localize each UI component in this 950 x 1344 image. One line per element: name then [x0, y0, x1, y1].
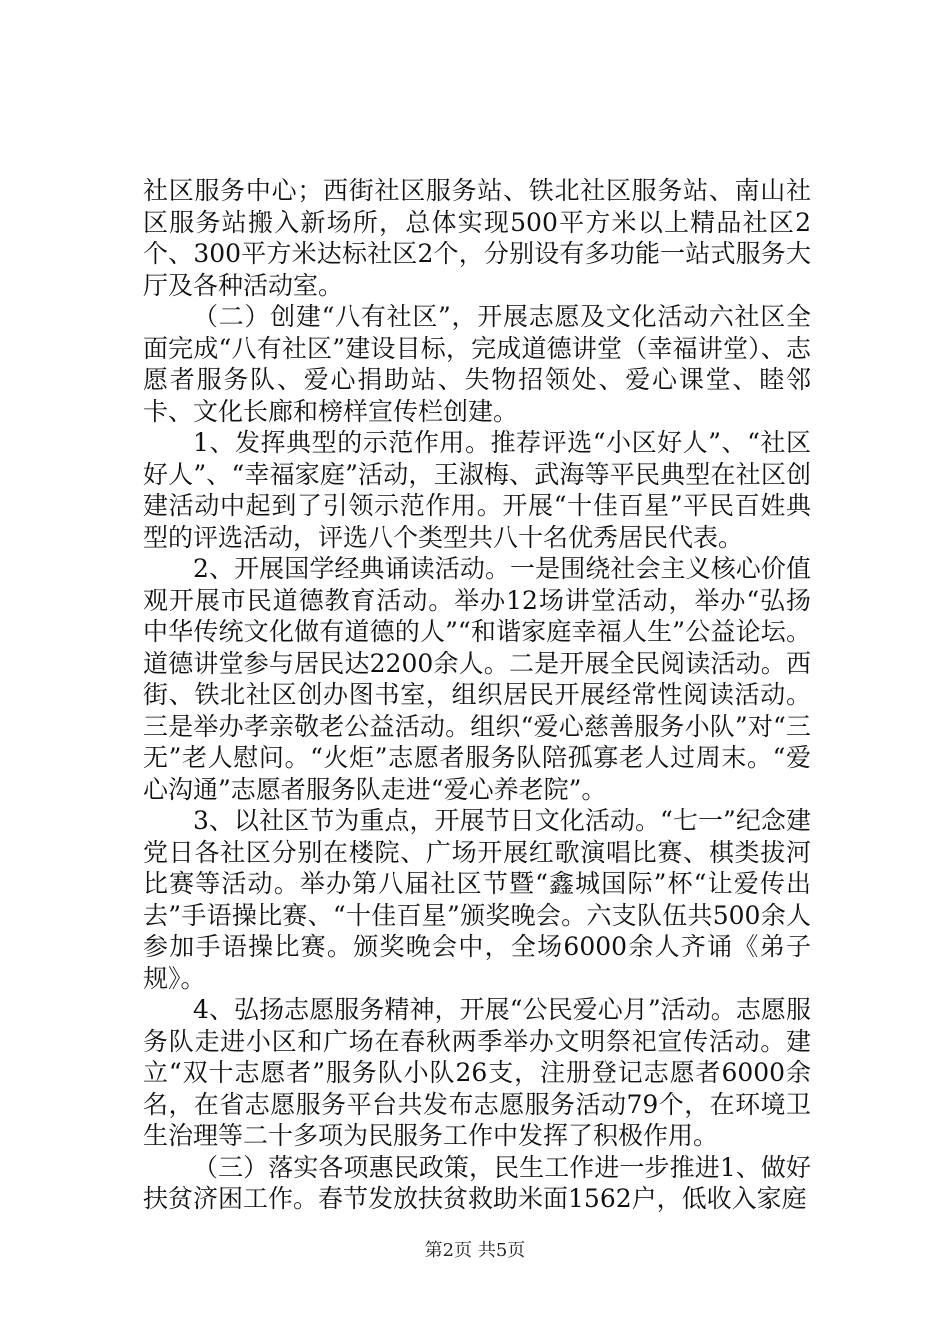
document-body: [143, 175, 811, 1215]
paragraph-item-4: 4、弘扬志愿服务精神，开展“公民爱心月”活动。志愿服务队走进小区和广场在春秋两季举办文明祭祀宣传活动。建立“双十志愿者”服务队小队26支，注册登记志愿者6000余名，在省志愿服务平台共发布志愿服务活动79个，在环境卫生治理等二十多项为民服务工作中发挥了积极作用。: [143, 995, 811, 1150]
paragraph-item-3: 3、以社区节为重点，开展节日文化活动。“七一”纪念建党日各社区分别在楼院、广场开展红歌演唱比赛、棋类拔河比赛等活动。举办第八届社区节暨“鑫城国际”杯“让爱传出去”手语操比赛、“十佳百星”颁奖晚会。六支队伍共500余人参加手语操比赛。颁奖晚会中，全场6000余人齐诵《弟子规》。: [143, 806, 811, 993]
paragraph-item-1: 1、发挥典型的示范作用。推荐评选“小区好人”、“社区好人”、“幸福家庭”活动，王淑梅、武海等平民典型在社区创建活动中起到了引领示范作用。开展“十佳百星”平民百姓典型的评选活动，评选八个类型共八十名优秀居民代表。: [143, 428, 811, 552]
paragraph-section-three-heading: （三）落实各项惠民政策，民生工作进一步推进1、做好扶贫济困工作。春节发放扶贫救助米面1562户，低收入家庭: [143, 1152, 811, 1213]
page-footer: 第2页 共5页: [424, 1240, 526, 1261]
paragraph-item-2: 2、开展国学经典诵读活动。一是围绕社会主义核心价值观开展市民道德教育活动。举办12场讲堂活动，举办“弘扬中华传统文化做有道德的人”“和谐家庭幸福人生”公益论坛。道德讲堂参与居民达2200余人。二是开展全民阅读活动。西街、铁北社区创办图书室，组织居民开展经常性阅读活动。三是举办孝亲敬老公益活动。组织“爱心慈善服务小队”对“三无”老人慰问。“火炬”志愿者服务队陪孤寡老人过周末。“爱心沟通”志愿者服务队走进“爱心养老院”。: [143, 554, 811, 804]
paragraph-section-two-heading: （二）创建“八有社区”，开展志愿及文化活动六社区全面完成“八有社区”建设目标，完成道德讲堂（幸福讲堂）、志愿者服务队、爱心捐助站、失物招领处、爱心课堂、睦邻卡、文化长廊和榜样宣传栏创建。: [143, 302, 811, 426]
paragraph-continuation: 社区服务中心；西街社区服务站、铁北社区服务站、南山社区服务站搬入新场所，总体实现500平方米以上精品社区2个、300平方米达标社区2个，分别设有多功能一站式服务大厅及各种活动室。: [143, 176, 811, 300]
